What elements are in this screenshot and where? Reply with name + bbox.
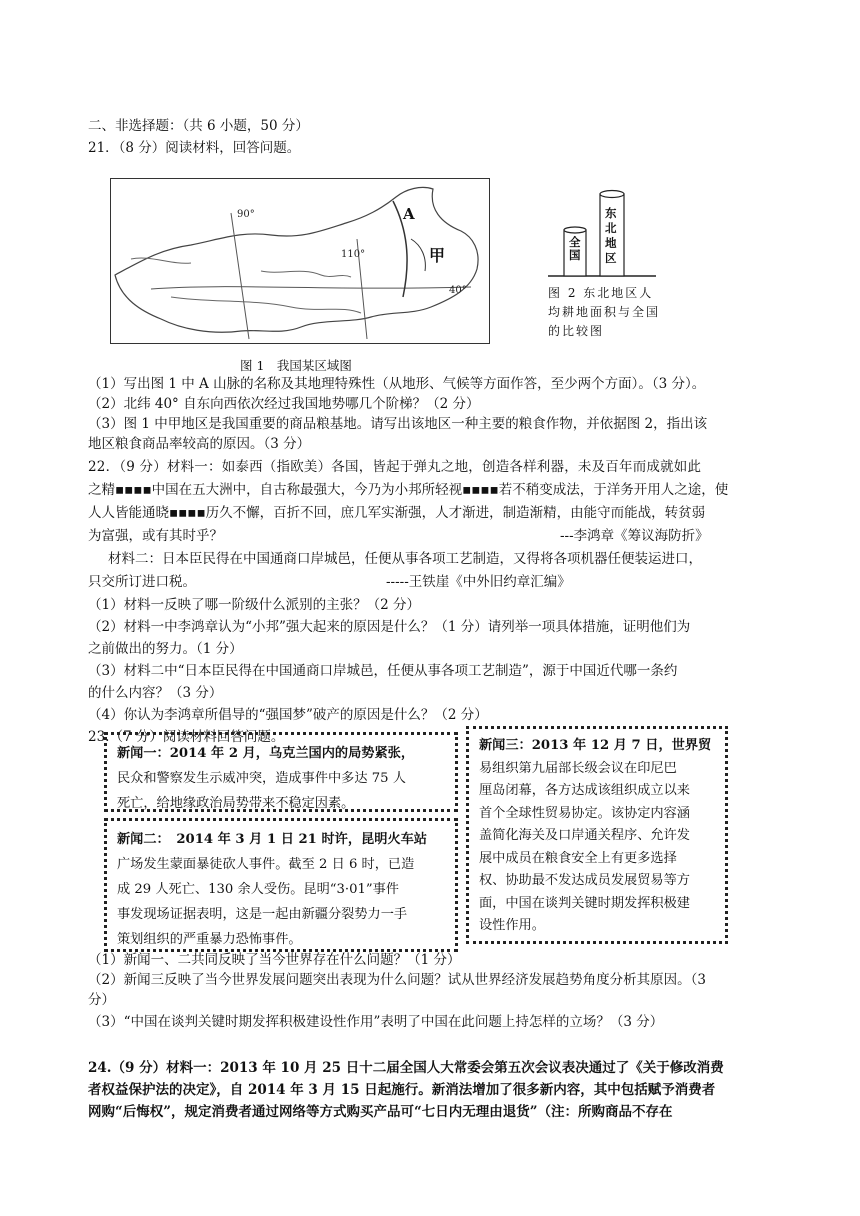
- news2-line: 新闻二： 2014 年 3 月 1 日 21 时许，昆明火车站: [117, 832, 427, 847]
- figure-2-caption: 图 2 东北地区人均耕地面积与全国的比较图: [548, 286, 661, 338]
- news2-line: 成 29 人死亡、130 余人受伤。昆明“3·01”事件: [117, 882, 399, 897]
- q22-material1-line2: 之精▪▪▪▪中国在五大洲中，自古称最强大，今乃为小邦所轻视▪▪▪▪若不稍变成法，于洋务开用人之途，使: [88, 482, 729, 498]
- q23-part2-line2: 分）: [88, 992, 115, 1008]
- q24-material1-line3: 网购“后悔权”，规定消费者通过网络等方式购买产品可“七日内无理由退货”（注：所购商品不存在: [88, 1104, 673, 1120]
- bar-northeast-label: 东北地区: [605, 206, 617, 265]
- q22-part2-line1: （2）材料一中李鸿章认为“小邦”强大起来的原因是什么？（1 分）请列举一项具体措施，证明他们为: [88, 619, 691, 635]
- q22-part2-line2: 之前做出的努力。（1 分）: [88, 641, 243, 657]
- q22-material1-line1: 22．（9 分）材料一：如泰西（指欧美）各国，皆起于弹丸之地，创造各样利器，未及百年而成就如此: [88, 459, 702, 475]
- news-two-box: [104, 818, 458, 952]
- q21-part2: （2）北纬 40° 自东向西依次经过我国地势哪几个阶梯？（2 分）: [88, 396, 480, 412]
- q23-heading: 23.（7 分）阅读材料回答问题。: [88, 729, 285, 745]
- news3-line: 展中成员在粮食安全上有更多选择: [479, 850, 677, 866]
- q22-material2-line1: 材料二：日本臣民得在中国通商口岸城邑，任便从事各项工艺制造，又得将各项机器任便装运进口，: [108, 551, 702, 567]
- news3-line: 设性作用。: [479, 918, 545, 933]
- bar-national-label: 全国: [569, 235, 581, 262]
- q22-material1-line3: 人人皆能通晓▪▪▪▪历久不懈，百折不回，庶几军实渐强，人才渐进，制造渐精，由能守而能战，转贫弱: [88, 505, 706, 521]
- news2-line: 事发现场证据表明，这是一起由新疆分裂势力一手: [117, 907, 408, 922]
- china-map-sketch: [111, 179, 489, 343]
- q22-part1: （1）材料一反映了哪一阶级什么派别的主张？（2 分）: [88, 597, 420, 613]
- mountain-a-label: A: [403, 205, 415, 223]
- q23-part1: （1）新闻一、二共同反映了当今世界存在什么问题？（1 分）: [88, 952, 461, 968]
- lon-110-label: 110°: [341, 249, 366, 260]
- news1-line: 死亡，给地缘政治局势带来不稳定因素。: [117, 796, 355, 811]
- q22-material2-line2: 只交所订进口税。: [88, 574, 196, 590]
- lon-90-label: 90°: [237, 209, 255, 220]
- q23-part2-line1: （2）新闻三反映了当今世界发展问题突出表现为什么问题？试从世界经济发展趋势角度分析其原因。（3: [88, 972, 706, 988]
- q22-source1: ---李鸿章《筹议海防折》: [560, 528, 709, 544]
- region-jia-label: 甲: [429, 246, 446, 265]
- news3-line: 厘岛闭幕，各方达成该组织成立以来: [479, 783, 690, 798]
- q21-part1: （1）写出图 1 中 A 山脉的名称及其地理特殊性（从地形、气候等方面作答，至少两个方面）。（3 分）。: [88, 376, 706, 392]
- news3-line: 盖简化海关及口岸通关程序、允许发: [479, 828, 690, 843]
- region-map-figure: [110, 178, 490, 344]
- news2-line: 广场发生蒙面暴徒砍人事件。截至 2 日 6 时，已造: [117, 857, 415, 872]
- news2-line: 策划组织的严重暴力恐怖事件。: [117, 932, 302, 947]
- news1-line: 新闻一：2014 年 2 月，乌克兰国内的局势紧张，: [117, 746, 415, 761]
- q22-part4: （4）你认为李鸿章所倡导的“强国梦”破产的原因是什么？（2 分）: [88, 707, 488, 723]
- section-title: 二、非选择题：（共 6 小题，50 分）: [88, 118, 309, 134]
- q21-heading: 21．（8 分）阅读材料，回答问题。: [88, 140, 301, 156]
- q22-material1-line4: 为富强，或有其时乎？: [88, 528, 223, 544]
- figure-1-caption: 图 1 我国某区域图: [240, 358, 352, 373]
- lat-40-label: 40°: [449, 285, 467, 296]
- news3-line: 首个全球性贸易协定。该协定内容涵: [479, 805, 690, 821]
- news3-line: 权、协助最不发达成员发展贸易等方: [479, 873, 690, 888]
- q22-source2: -----王铁崖《中外旧约章汇编》: [386, 574, 571, 590]
- farmland-comparison-figure: [548, 186, 658, 280]
- q22-part3-line1: （3）材料二中“日本臣民得在中国通商口岸城邑，任便从事各项工艺制造”，源于中国近代哪一条约: [88, 663, 678, 679]
- news3-line: 易组织第九届部长级会议在印尼巴: [479, 760, 677, 776]
- news3-line: 面，中国在谈判关键时期发挥积极建: [479, 895, 690, 911]
- q24-material1-line2: 者权益保护法的决定》，自 2014 年 3 月 15 日起施行。新消法增加了很多新内容，其中包括赋予消费者: [88, 1082, 716, 1098]
- q21-part3-line2: 地区粮食商品率较高的原因。（3 分）: [88, 436, 311, 452]
- news-three-box: [466, 726, 728, 944]
- q24-material1-line1: 24.（9 分）材料一：2013 年 10 月 25 日十二届全国人大常委会第五次会议表决通过了《关于修改消费: [88, 1060, 724, 1076]
- news3-line: 新闻三：2013 年 12 月 7 日，世界贸: [479, 738, 712, 753]
- news1-line: 民众和警察发生示威冲突，造成事件中多达 75 人: [117, 771, 406, 786]
- q23-part3: （3）“中国在谈判关键时期发挥积极建设性作用”表明了中国在此问题上持怎样的立场？（3 分）: [88, 1014, 664, 1030]
- q22-part3-line2: 的什么内容？（3 分）: [88, 685, 223, 701]
- cylinder-chart: [548, 186, 658, 280]
- q21-part3-line1: （3）图 1 中甲地区是我国重要的商品粮基地。请写出该地区一种主要的粮食作物，并依据图 2，指出该: [88, 416, 708, 432]
- news-one-box: [104, 732, 458, 812]
